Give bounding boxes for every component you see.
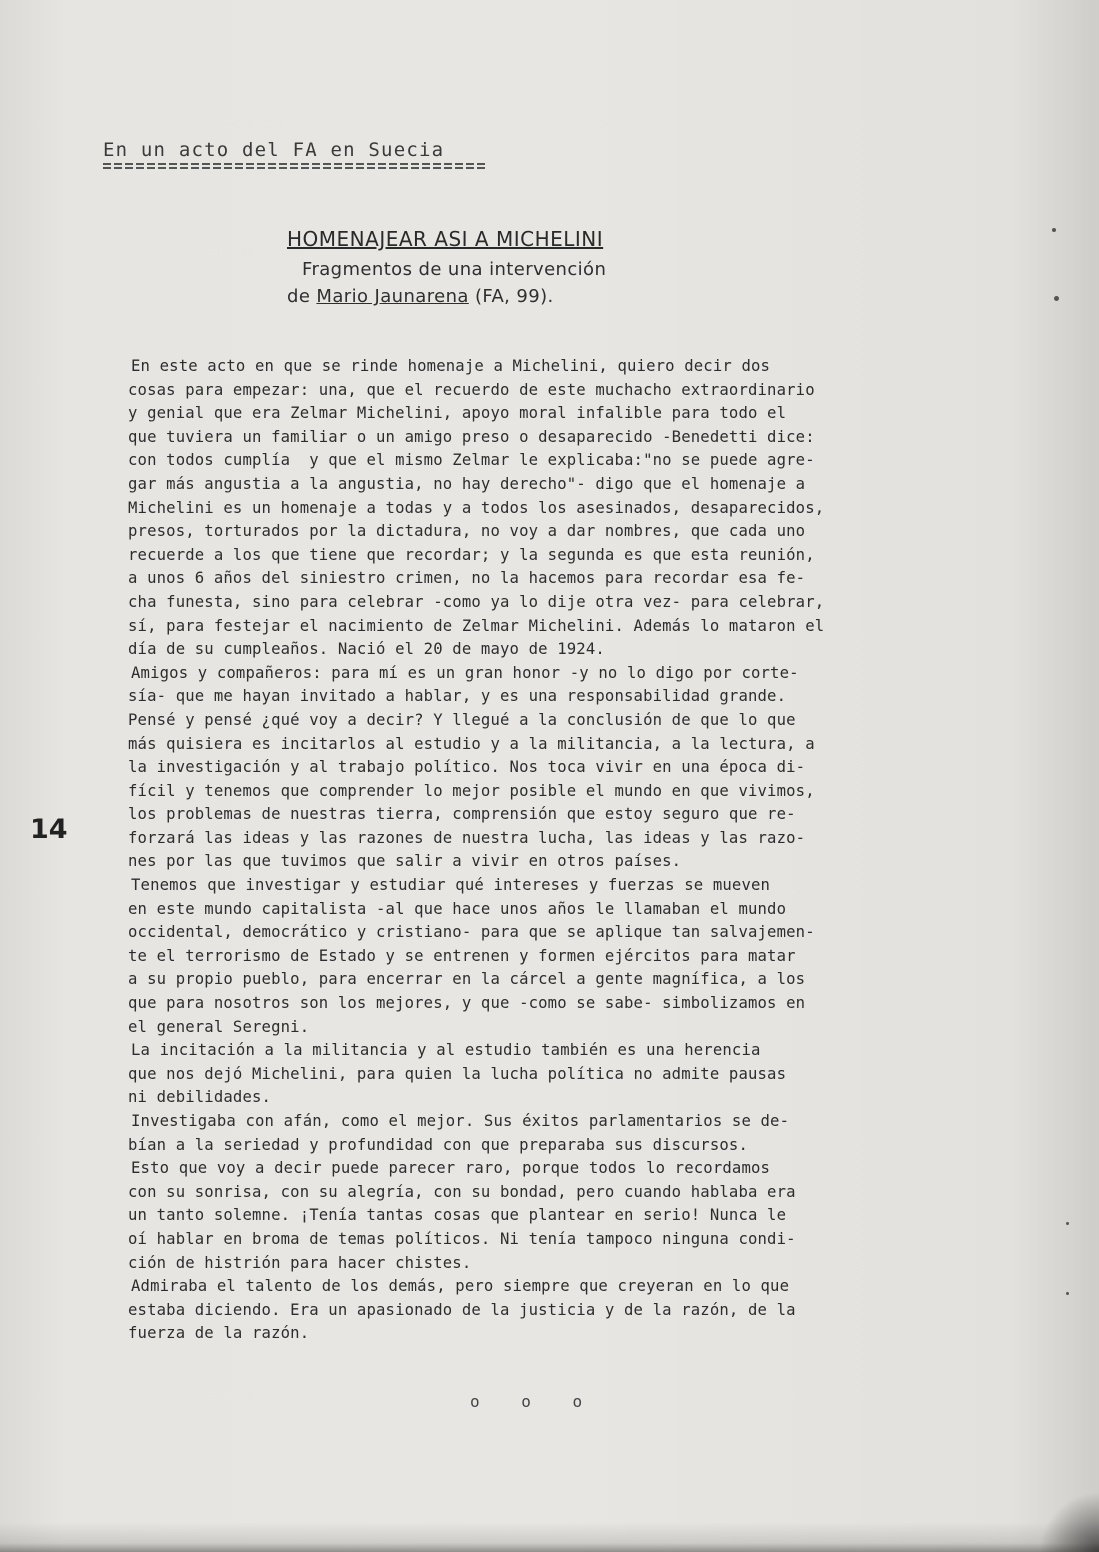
body-line: fícil y tenemos que comprender lo mejor posible el mundo en que vivimos, [128, 781, 815, 800]
page-number: 14 [30, 814, 68, 845]
body-line: recuerde a los que tiene que recordar; y la segunda es que esta reunión, [128, 545, 815, 564]
body-line: con su sonrisa, con su alegría, con su bondad, pero cuando hablaba era [128, 1182, 796, 1201]
body-line: a unos 6 años del siniestro crimen, no la hacemos para recordar esa fe- [128, 569, 806, 588]
heading-double-rule [103, 162, 487, 170]
body-line: que nos dejó Michelini, para quien la lucha política no admite pausas [128, 1064, 787, 1083]
article-body [128, 355, 981, 1346]
body-line: día de su cumpleaños. Nació el 20 de mayo de 1924. [128, 640, 605, 659]
body-line: La incitación a la militancia y al estudio también es una herencia [131, 1041, 761, 1060]
body-line: ni debilidades. [128, 1088, 272, 1107]
body-line: el general Seregni. [128, 1017, 310, 1036]
body-line: oí hablar en broma de temas políticos. Ni tenía tampoco ninguna condi- [128, 1229, 796, 1248]
body-line: cosas para empezar: una, que el recuerdo de este muchacho extraordinario [128, 380, 815, 399]
body-line: cha funesta, sino para celebrar -como ya lo dije otra vez- para celebrar, [128, 592, 825, 611]
body-line: Investigaba con afán, como el mejor. Sus éxitos parlamentarios se de- [131, 1112, 790, 1130]
body-line: Admiraba el talento de los demás, pero siempre que creyeran en lo que [131, 1277, 790, 1296]
body-line: la investigación y al trabajo político. Nos toca vivir en una época di- [128, 758, 806, 777]
paper-speck [1066, 1222, 1069, 1225]
page-corner-shadow [1039, 1492, 1099, 1552]
subtitle-line-2 [287, 284, 554, 310]
body-line: gar más angustia a la angustia, no hay derecho"- digo que el homenaje a [128, 474, 806, 493]
body-line: a su propio pueblo, para encerrar en la cárcel a gente magnífica, a los [128, 970, 806, 989]
subtitle-suffix: (FA, 99). [468, 286, 554, 307]
body-line: forzará las ideas y las razones de nuestra lucha, las ideas y las razo- [128, 828, 806, 847]
subtitle-prefix: de [287, 286, 317, 307]
section-heading: En un acto del FA en Suecia [103, 139, 445, 161]
body-line: sí, para festejar el nacimiento de Zelmar Michelini. Además lo mataron el [128, 616, 825, 635]
body-line: occidental, democrático y cristiano- para que se aplique tan salvajemen- [128, 923, 815, 942]
body-line: presos, torturados por la dictadura, no voy a dar nombres, que cada uno [128, 522, 806, 541]
author-name: Mario Jaunarena [316, 286, 469, 307]
body-line: en este mundo capitalista -al que hace unos años le llamaban el mundo [128, 899, 787, 918]
body-line: Amigos y compañeros: para mí es un gran honor -y no lo digo por corte- [131, 663, 799, 682]
body-line: En este acto en que se rinde homenaje a Michelini, quiero decir dos [131, 357, 771, 375]
body-line: sía- que me hayan invitado a hablar, y es una responsabilidad grande. [128, 687, 787, 706]
body-line: Pensé y pensé ¿qué voy a decir? Y llegué a la conclusión de que lo que [128, 710, 796, 729]
body-line: y genial que era Zelmar Michelini, apoyo moral infalible para todo el [128, 404, 787, 423]
body-line: que para nosotros son los mejores, y que -como se sabe- simbolizamos en [128, 994, 806, 1013]
end-marks: o o o [470, 1392, 599, 1411]
body-line: más quisiera es incitarlos al estudio y a la militancia, a la lectura, a [128, 734, 815, 753]
body-line: te el terrorismo de Estado y se entrenen y formen ejércitos para matar [128, 946, 796, 965]
paper-speck [1054, 296, 1059, 301]
subtitle-line-1: Fragmentos de una intervención [302, 259, 607, 280]
body-line: estaba diciendo. Era un apasionado de la justicia y de la razón, de la [128, 1300, 796, 1319]
body-line: los problemas de nuestras tierra, comprensión que estoy seguro que re- [128, 805, 796, 824]
body-line: Michelini es un homenaje a todas y a todos los asesinados, desaparecidos, [128, 498, 825, 517]
body-line: nes por las que tuvimos que salir a vivir en otros países. [128, 852, 682, 871]
body-line: con todos cumplía y que el mismo Zelmar le explicaba:"no se puede agre- [128, 451, 815, 470]
article-title: HOMENAJEAR ASI A MICHELINI [287, 227, 604, 251]
body-line: bían a la seriedad y profundidad con que preparaba sus discursos. [128, 1135, 748, 1154]
body-line: Tenemos que investigar y estudiar qué intereses y fuerzas se mueven [131, 876, 771, 895]
body-line: Esto que voy a decir puede parecer raro, porque todos lo recordamos [131, 1159, 771, 1178]
body-line: fuerza de la razón. [128, 1324, 310, 1343]
body-line: que tuviera un familiar o un amigo preso o desaparecido -Benedetti dice: [128, 427, 815, 446]
body-line: ción de histrión para hacer chistes. [128, 1253, 472, 1272]
body-line: un tanto solemne. ¡Tenía tantas cosas que plantear en serio! Nunca le [128, 1206, 787, 1225]
paper-speck [1066, 1292, 1069, 1295]
paper-speck [1052, 228, 1056, 232]
